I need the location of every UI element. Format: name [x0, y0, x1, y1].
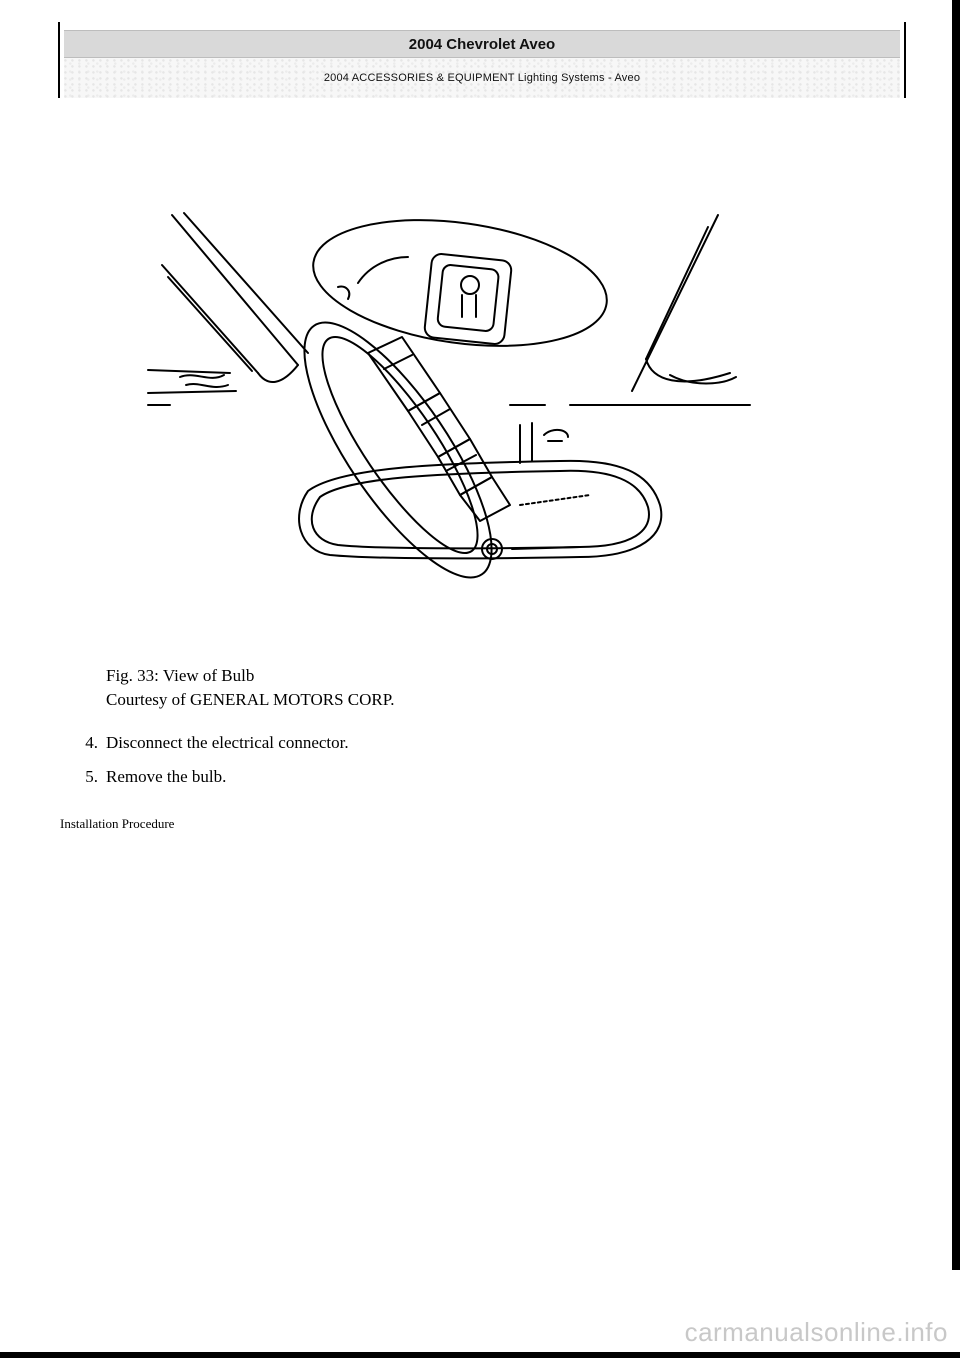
document-title: 2004 Chevrolet Aveo: [408, 35, 556, 53]
step-number: 4.: [85, 733, 98, 752]
header-subtitle-band: [64, 58, 900, 98]
caption-credit: Courtesy of GENERAL MOTORS CORP.: [106, 690, 395, 709]
page-header: [58, 22, 906, 98]
figure-caption: [106, 664, 395, 712]
scan-border-bottom: [0, 1352, 960, 1358]
caption-title: Fig. 33: View of Bulb: [106, 666, 255, 685]
figure-view-of-bulb: [140, 205, 760, 595]
watermark-text: carmanualsonline.info: [684, 1317, 948, 1347]
header-right-rule: [904, 22, 906, 98]
step-text: Disconnect the electrical connector.: [106, 733, 349, 752]
scan-border-right: [952, 0, 960, 1270]
header-left-rule: [58, 22, 60, 98]
section-heading-installation: Installation Procedure: [60, 816, 175, 831]
document-subtitle: 2004 ACCESSORIES & EQUIPMENT Lighting Systems - Aveo: [323, 72, 641, 84]
dome-lamp-bulb-illustration: [140, 205, 760, 595]
step-number: 5.: [85, 767, 98, 786]
step-text: Remove the bulb.: [106, 767, 227, 786]
header-title-band: [64, 30, 900, 58]
